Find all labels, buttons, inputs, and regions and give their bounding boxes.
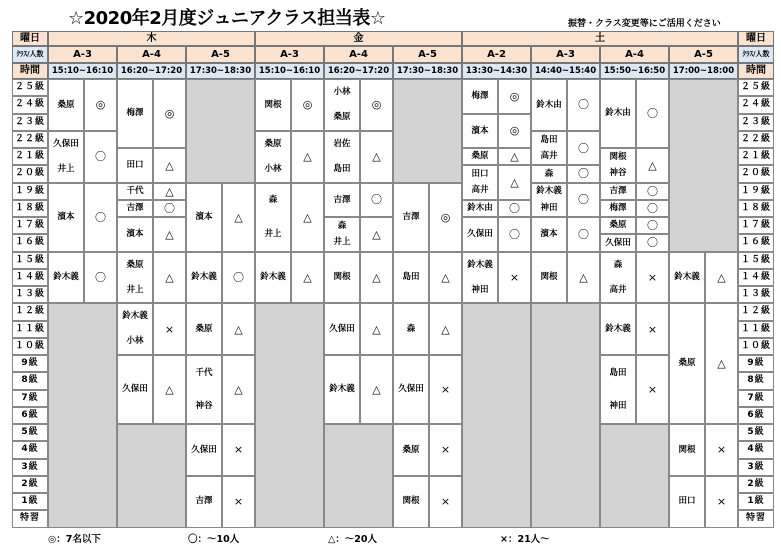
grade-label-left: 9級 <box>12 355 48 372</box>
time-header: 13:30~14:30 <box>462 63 531 79</box>
grade-label-right: １４級 <box>738 269 774 286</box>
grade-label-left: ２４級 <box>12 96 48 113</box>
capacity-mark: △ <box>360 217 393 252</box>
instructor-cell <box>324 131 360 183</box>
capacity-mark: △ <box>360 252 393 304</box>
instructor-name: 濱本 <box>126 229 144 239</box>
instructor-name: 鈴木義 <box>605 323 631 334</box>
instructor-name: 森 <box>613 259 623 270</box>
instructor-cell <box>462 114 498 149</box>
grade-label-right: 8級 <box>738 372 774 389</box>
instructor-name: 高井 <box>540 150 558 161</box>
instructor-cell <box>600 217 636 234</box>
class-header: A-2 <box>462 46 531 63</box>
capacity-mark: 〇 <box>498 217 531 252</box>
grade-label-left: 2級 <box>12 476 48 493</box>
instructor-name: 吉澤 <box>126 203 144 214</box>
instructor-name: 島田 <box>540 134 558 145</box>
capacity-mark: ◎ <box>498 79 531 114</box>
instructor-cell <box>393 303 429 355</box>
instructor-name: 濱本 <box>195 211 213 222</box>
instructor-name: 千代 <box>195 367 213 378</box>
capacity-mark: 〇 <box>498 200 531 217</box>
grade-label-left: ２３級 <box>12 114 48 131</box>
instructor-cell <box>48 183 84 252</box>
instructor-cell <box>324 303 360 355</box>
instructor-name: 森 <box>337 220 347 231</box>
instructor-name: 関根 <box>540 272 558 283</box>
instructor-cell <box>48 252 84 304</box>
time-header: 14:40~15:40 <box>531 63 600 79</box>
instructor-cell <box>186 183 222 252</box>
grade-label-left: ２２級 <box>12 131 48 148</box>
grade-label-right: １１級 <box>738 321 774 338</box>
instructor-cell <box>255 131 291 183</box>
class-header: A-3 <box>531 46 600 63</box>
instructor-name: 桑原 <box>609 220 627 231</box>
instructor-name: 久保田 <box>467 229 493 239</box>
capacity-mark: △ <box>360 355 393 424</box>
legend-le20: △：～20人 <box>328 534 378 545</box>
grade-label-left: 4級 <box>12 441 48 458</box>
instructor-name: 桑原 <box>471 151 489 162</box>
legend-le10: 〇：～10人 <box>188 534 240 545</box>
instructor-cell <box>600 200 636 217</box>
instructor-cell <box>462 165 498 200</box>
capacity-mark: △ <box>291 131 324 183</box>
capacity-mark: △ <box>153 183 186 200</box>
empty-slot <box>462 303 531 527</box>
instructor-cell <box>255 79 291 131</box>
instructor-cell <box>255 252 291 304</box>
capacity-mark: △ <box>291 183 324 252</box>
capacity-mark: 〇 <box>636 234 669 251</box>
instructor-cell <box>186 476 222 528</box>
class-header: A-3 <box>48 46 117 63</box>
time-header: 16:20~17:20 <box>117 63 186 79</box>
instructor-name: 鈴木義 <box>674 272 700 283</box>
instructor-name: 関根 <box>609 151 627 162</box>
capacity-mark: × <box>222 424 255 476</box>
instructor-name: 鈴木義 <box>122 311 148 322</box>
capacity-mark: △ <box>291 252 324 304</box>
instructor-name: 森 <box>268 195 278 205</box>
grade-label-left: 1級 <box>12 493 48 510</box>
instructor-cell <box>393 252 429 304</box>
instructor-name: 岩佐 <box>333 138 351 149</box>
capacity-mark: 〇 <box>567 183 600 218</box>
grade-label-right: １９級 <box>738 183 774 200</box>
instructor-name: 井上 <box>264 228 282 239</box>
grade-label-right: １７級 <box>738 217 774 234</box>
grade-label-left: ２０級 <box>12 165 48 182</box>
instructor-name: 桑原 <box>264 138 282 149</box>
grade-label-left: １８級 <box>12 200 48 217</box>
page-title: ☆2020年2月度ジュニアクラス担当表☆ <box>68 8 386 29</box>
instructor-name: 吉澤 <box>402 211 420 222</box>
capacity-mark: 〇 <box>84 252 117 304</box>
instructor-cell <box>600 79 636 148</box>
instructor-name: 濱本 <box>57 211 75 222</box>
capacity-mark: 〇 <box>84 131 117 183</box>
grade-label-left: １４級 <box>12 269 48 286</box>
instructor-cell <box>393 476 429 528</box>
grade-label-left: １６級 <box>12 234 48 251</box>
instructor-name: 久保田 <box>398 384 424 395</box>
empty-slot <box>255 303 324 527</box>
capacity-mark: △ <box>153 148 186 183</box>
instructor-cell <box>531 183 567 218</box>
grade-label-right: 4級 <box>738 441 774 458</box>
instructor-name: 神谷 <box>195 401 213 411</box>
capacity-mark: 〇 <box>636 200 669 217</box>
grade-label-right: 1級 <box>738 493 774 510</box>
instructor-name: 梅澤 <box>471 91 489 101</box>
time-header: 17:00~18:00 <box>669 63 738 79</box>
capacity-mark: △ <box>705 252 738 304</box>
instructor-cell <box>117 252 153 304</box>
instructor-cell <box>669 476 705 528</box>
instructor-name: 濱本 <box>540 229 558 239</box>
instructor-name: 吉澤 <box>609 185 627 196</box>
instructor-cell <box>531 165 567 182</box>
instructor-cell <box>324 217 360 252</box>
instructor-name: 桑原 <box>402 444 420 455</box>
instructor-name: 島田 <box>609 367 627 378</box>
instructor-cell <box>393 424 429 476</box>
instructor-name: 桑原 <box>333 112 351 123</box>
time-header: 17:30~18:30 <box>393 63 462 79</box>
instructor-cell <box>531 252 567 304</box>
instructor-name: 千代 <box>126 185 144 196</box>
right-time-label: 時間 <box>738 63 774 79</box>
instructor-name: 鈴木義 <box>467 259 493 270</box>
instructor-cell <box>117 200 153 217</box>
instructor-name: 関根 <box>264 99 282 110</box>
grade-label-left: １２級 <box>12 303 48 320</box>
empty-slot <box>117 424 186 528</box>
instructor-cell <box>117 217 153 252</box>
instructor-cell <box>324 183 360 218</box>
instructor-name: 桑原 <box>57 99 75 110</box>
instructor-cell <box>600 303 636 355</box>
capacity-mark: ◎ <box>360 79 393 131</box>
instructor-name: 鈴木由 <box>605 108 631 119</box>
legend-le7: ◎：7名以下 <box>48 534 101 545</box>
instructor-cell <box>669 303 705 424</box>
grade-label-right: 3級 <box>738 459 774 476</box>
instructor-name: 島田 <box>333 163 351 174</box>
instructor-name: 島田 <box>402 272 420 283</box>
grade-label-right: ２３級 <box>738 114 774 131</box>
empty-slot <box>324 424 393 528</box>
grade-label-left: ２５級 <box>12 79 48 96</box>
capacity-mark: × <box>429 476 462 528</box>
instructor-cell <box>462 148 498 165</box>
grade-label-right: 2級 <box>738 476 774 493</box>
capacity-mark: 〇 <box>567 131 600 166</box>
instructor-cell <box>600 355 636 424</box>
instructor-name: 吉澤 <box>195 496 213 507</box>
instructor-name: 桑原 <box>195 323 213 334</box>
capacity-mark: △ <box>222 183 255 252</box>
capacity-mark: △ <box>360 131 393 183</box>
instructor-cell <box>186 424 222 476</box>
capacity-mark: × <box>222 476 255 528</box>
instructor-name: 井上 <box>333 237 351 248</box>
capacity-mark: △ <box>498 165 531 200</box>
instructor-cell <box>48 79 84 131</box>
instructor-name: 関根 <box>333 272 351 283</box>
capacity-mark: △ <box>222 303 255 355</box>
instructor-name: 鈴木由 <box>467 203 493 214</box>
left-time-label: 時間 <box>12 63 48 79</box>
grade-label-left: 7級 <box>12 390 48 407</box>
instructor-name: 鈴木義 <box>260 272 286 283</box>
empty-slot <box>186 79 255 183</box>
instructor-name: 久保田 <box>329 323 355 334</box>
instructor-cell <box>462 79 498 114</box>
grade-label-right: 5級 <box>738 424 774 441</box>
instructor-name: 田口 <box>126 160 144 170</box>
capacity-mark: △ <box>153 355 186 424</box>
capacity-mark: × <box>705 424 738 476</box>
instructor-cell <box>462 252 498 304</box>
instructor-cell <box>117 303 153 355</box>
instructor-cell <box>393 183 429 252</box>
capacity-mark: × <box>498 252 531 304</box>
capacity-mark: × <box>429 424 462 476</box>
grade-label-left: ２１級 <box>12 148 48 165</box>
instructor-name: 梅澤 <box>609 203 627 214</box>
capacity-mark: 〇 <box>636 183 669 200</box>
instructor-cell <box>600 234 636 251</box>
grade-label-right: １８級 <box>738 200 774 217</box>
instructor-cell <box>324 79 360 131</box>
capacity-mark: △ <box>429 303 462 355</box>
grade-label-left: １７級 <box>12 217 48 234</box>
day-header: 木 <box>48 31 255 46</box>
grade-label-left: １１級 <box>12 321 48 338</box>
grade-label-left: １０級 <box>12 338 48 355</box>
instructor-name: 高井 <box>471 185 489 196</box>
instructor-cell <box>186 252 222 304</box>
left-class-label: ｸﾗｽ/人数 <box>12 46 48 63</box>
instructor-cell <box>531 217 567 252</box>
grade-label-right: １０級 <box>738 338 774 355</box>
capacity-mark: 〇 <box>567 165 600 182</box>
class-header: A-3 <box>255 46 324 63</box>
capacity-mark: × <box>429 355 462 424</box>
instructor-name: 小林 <box>333 87 351 98</box>
instructor-name: 小林 <box>126 336 144 347</box>
capacity-mark: × <box>636 303 669 355</box>
capacity-mark: 〇 <box>360 183 393 218</box>
empty-slot <box>531 303 600 527</box>
capacity-mark: 〇 <box>84 183 117 252</box>
time-header: 16:20~17:20 <box>324 63 393 79</box>
class-header: A-5 <box>393 46 462 63</box>
instructor-cell <box>531 79 567 131</box>
instructor-name: 小林 <box>264 163 282 174</box>
right-day-label: 曜日 <box>738 31 774 46</box>
instructor-cell <box>600 252 636 304</box>
capacity-mark: ◎ <box>498 114 531 149</box>
time-header: 17:30~18:30 <box>186 63 255 79</box>
capacity-mark: 〇 <box>222 252 255 304</box>
instructor-cell <box>600 148 636 183</box>
grade-label-left: 6級 <box>12 407 48 424</box>
instructor-name: 久保田 <box>191 444 217 455</box>
capacity-mark: △ <box>705 303 738 424</box>
grade-label-right: ２４級 <box>738 96 774 113</box>
instructor-name: 高井 <box>609 284 627 295</box>
instructor-cell <box>462 200 498 217</box>
legend-ge21: ×：21人～ <box>500 534 550 545</box>
schedule-table <box>12 31 774 529</box>
day-header: 土 <box>462 31 738 46</box>
class-header: A-5 <box>186 46 255 63</box>
instructor-cell <box>117 355 153 424</box>
grade-label-right: １５級 <box>738 252 774 269</box>
capacity-mark: ◎ <box>291 79 324 131</box>
instructor-cell <box>600 183 636 200</box>
instructor-name: 神田 <box>540 202 558 213</box>
instructor-cell <box>117 183 153 200</box>
instructor-cell <box>393 355 429 424</box>
capacity-mark: × <box>153 303 186 355</box>
instructor-name: 神田 <box>609 401 627 411</box>
class-header: A-4 <box>600 46 669 63</box>
instructor-name: 濱本 <box>471 125 489 136</box>
capacity-mark: △ <box>360 303 393 355</box>
capacity-mark: 〇 <box>567 217 600 252</box>
capacity-mark: × <box>636 252 669 304</box>
grade-label-right: １３級 <box>738 286 774 303</box>
instructor-name: 鈴木義 <box>536 186 562 197</box>
capacity-mark: × <box>636 355 669 424</box>
usage-note: 振替・クラス変更等にご活用ください <box>568 19 721 29</box>
grade-label-left: １９級 <box>12 183 48 200</box>
instructor-name: 梅澤 <box>126 108 144 119</box>
capacity-mark: △ <box>567 252 600 304</box>
grade-label-left: 3級 <box>12 459 48 476</box>
capacity-mark: △ <box>636 148 669 183</box>
instructor-cell <box>186 355 222 424</box>
capacity-mark: △ <box>498 148 531 165</box>
capacity-mark: △ <box>222 355 255 424</box>
instructor-name: 桑原 <box>126 259 144 270</box>
instructor-name: 鈴木義 <box>53 272 79 283</box>
capacity-mark: 〇 <box>636 79 669 148</box>
grade-label-right: 9級 <box>738 355 774 372</box>
capacity-mark: 〇 <box>636 217 669 234</box>
capacity-mark: ◎ <box>153 79 186 148</box>
instructor-name: 関根 <box>678 444 696 455</box>
empty-slot <box>48 303 117 527</box>
capacity-mark: △ <box>153 217 186 252</box>
instructor-name: 神谷 <box>609 168 627 179</box>
instructor-cell <box>186 303 222 355</box>
instructor-name: 井上 <box>126 284 144 295</box>
grade-label-right: ２１級 <box>738 148 774 165</box>
grade-label-right: 7級 <box>738 390 774 407</box>
right-class-label: ｸﾗｽ/人数 <box>738 46 774 63</box>
grade-label-right: ２２級 <box>738 131 774 148</box>
grade-label-left: 8級 <box>12 372 48 389</box>
instructor-name: 鈴木義 <box>191 272 217 283</box>
instructor-name: 桑原 <box>678 358 696 369</box>
grade-label-right: １２級 <box>738 303 774 320</box>
time-header: 15:10~16:10 <box>48 63 117 79</box>
instructor-name: 森 <box>544 168 554 179</box>
instructor-name: 井上 <box>57 163 75 174</box>
left-day-label: 曜日 <box>12 31 48 46</box>
instructor-cell <box>462 217 498 252</box>
grade-label-right: ２０級 <box>738 165 774 182</box>
instructor-cell <box>117 148 153 183</box>
capacity-mark: × <box>705 476 738 528</box>
instructor-cell <box>255 183 291 252</box>
grade-label-right: 6級 <box>738 407 774 424</box>
instructor-cell <box>324 252 360 304</box>
instructor-name: 関根 <box>402 496 420 507</box>
class-header: A-4 <box>324 46 393 63</box>
instructor-name: 森 <box>406 323 416 334</box>
day-header: 金 <box>255 31 462 46</box>
capacity-mark: △ <box>429 252 462 304</box>
instructor-cell <box>117 79 153 148</box>
grade-label-left: 5級 <box>12 424 48 441</box>
instructor-name: 久保田 <box>605 237 631 248</box>
instructor-name: 田口 <box>678 496 696 507</box>
instructor-name: 鈴木由 <box>536 99 562 110</box>
instructor-cell <box>48 131 84 183</box>
grade-label-right: 特習 <box>738 510 774 527</box>
grade-label-left: １５級 <box>12 252 48 269</box>
grade-label-left: 特習 <box>12 510 48 527</box>
class-header: A-4 <box>117 46 186 63</box>
capacity-mark: △ <box>153 252 186 304</box>
capacity-mark: 〇 <box>153 200 186 217</box>
instructor-name: 久保田 <box>122 384 148 395</box>
instructor-cell <box>324 355 360 424</box>
time-header: 15:50~16:50 <box>600 63 669 79</box>
capacity-mark: 〇 <box>567 79 600 131</box>
instructor-name: 久保田 <box>53 138 79 149</box>
grade-label-left: １３級 <box>12 286 48 303</box>
instructor-name: 吉澤 <box>333 194 351 205</box>
empty-slot <box>669 79 738 252</box>
grade-label-right: ２５級 <box>738 79 774 96</box>
capacity-mark: ◎ <box>429 183 462 252</box>
empty-slot <box>600 424 669 528</box>
time-header: 15:10~16:10 <box>255 63 324 79</box>
class-header: A-5 <box>669 46 738 63</box>
instructor-cell <box>669 424 705 476</box>
instructor-cell <box>669 252 705 304</box>
instructor-name: 鈴木義 <box>329 384 355 395</box>
empty-slot <box>393 79 462 183</box>
grade-label-right: １６級 <box>738 234 774 251</box>
instructor-name: 神田 <box>471 284 489 295</box>
instructor-name: 田口 <box>471 169 489 180</box>
capacity-mark: ◎ <box>84 79 117 131</box>
instructor-cell <box>531 131 567 166</box>
